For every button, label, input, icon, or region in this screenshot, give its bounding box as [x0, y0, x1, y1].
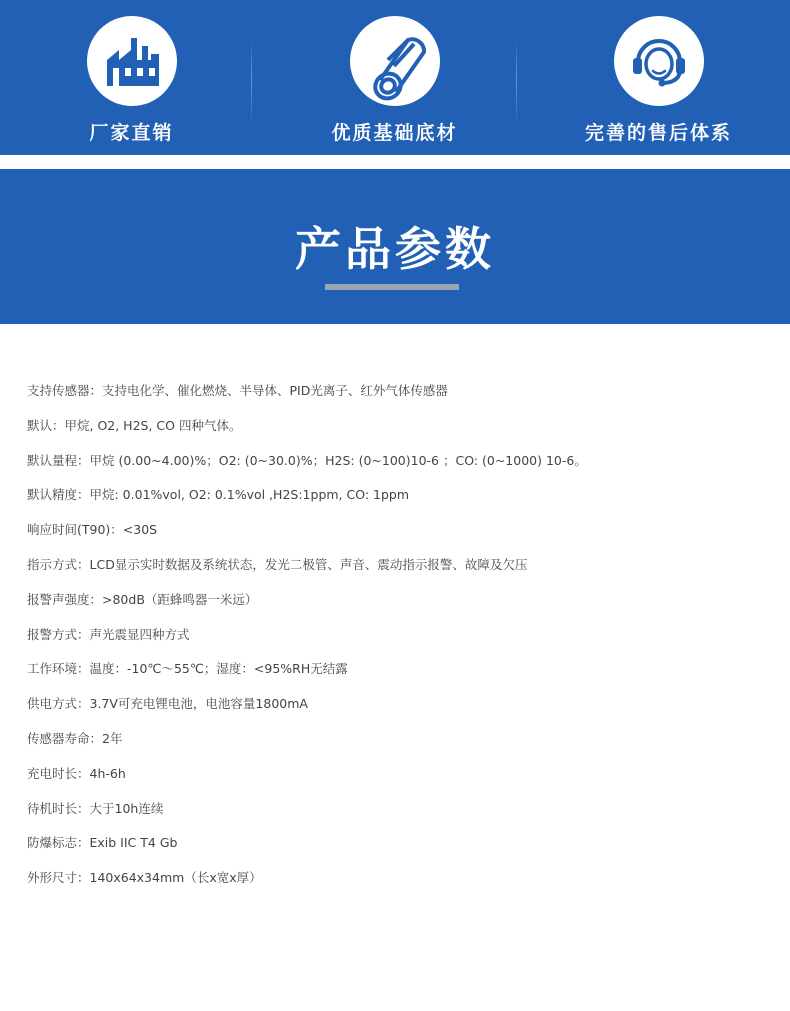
features-bar: [0, 0, 790, 155]
customer-service-icon: [614, 16, 704, 106]
spec-item: 供电方式：3.7V可充电锂电池，电池容量1800mA: [27, 696, 308, 712]
pipe-icon: [350, 16, 440, 106]
spec-item: 工作环境：温度：-10℃～55℃；湿度：<95%RH无结露: [27, 661, 348, 677]
spec-item: 默认：甲烷, O2, H2S, CO 四种气体。: [27, 417, 242, 433]
feature-quality-material: [263, 0, 526, 155]
feature-after-sales: [527, 0, 790, 155]
spec-item: 响应时间(T90)：<30S: [27, 522, 158, 538]
spec-item: 报警声强度：>80dB（距蜂鸣器一米远）: [27, 591, 258, 607]
spec-item: 报警方式：声光震显四种方式: [27, 626, 190, 642]
spec-item: 充电时长：4h-6h: [27, 765, 126, 781]
factory-icon: [87, 16, 177, 106]
feature-divider: [251, 36, 252, 126]
spec-item: 指示方式：LCD显示实时数据及系统状态，发光二极管、声音、震动指示报警、故障及欠压: [27, 556, 528, 572]
feature-label: 完善的售后体系: [584, 122, 732, 144]
spec-item: 默认精度：甲烷: 0.01%vol, O2: 0.1%vol ,H2S:1ppm, CO: 1ppm: [27, 487, 410, 503]
feature-label: 优质基础底材: [331, 122, 458, 144]
spec-item: 传感器寿命：2年: [27, 730, 123, 746]
title-underline: [325, 284, 459, 290]
feature-divider: [516, 36, 517, 126]
spec-item: 默认量程：甲烷 (0.00~4.00)%；O2: (0~30.0)%；H2S: (0~100)10-6 ；CO: (0~1000) 10-6。: [27, 452, 587, 468]
feature-label: 厂家直销: [89, 122, 174, 144]
spec-item: 防爆标志：Exib IIC T4 Gb: [27, 835, 178, 851]
feature-factory-direct: [0, 0, 263, 155]
section-gap: [0, 155, 790, 169]
spec-item: 支持传感器：支持电化学、催化燃烧、半导体、PID光离子、红外气体传感器: [27, 383, 448, 398]
section-title: 产品参数: [295, 222, 495, 276]
spec-item: 外形尺寸：140x64x34mm（长x宽x厚）: [27, 870, 262, 886]
spec-list: [27, 382, 767, 904]
spec-item: 待机时长：大于10h连续: [27, 800, 164, 816]
